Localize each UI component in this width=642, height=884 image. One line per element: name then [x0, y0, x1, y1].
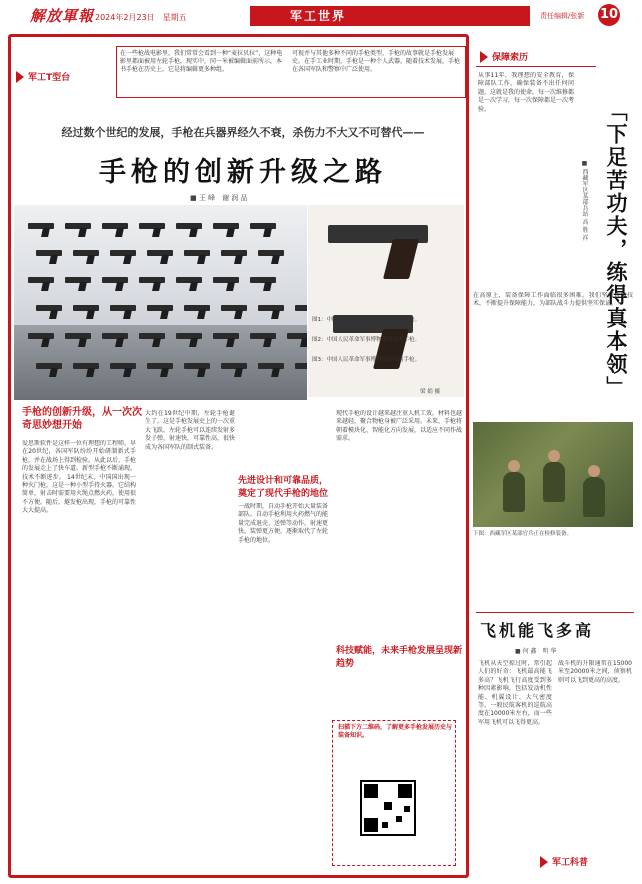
pistol-icon — [73, 363, 99, 376]
pistol-icon — [295, 305, 307, 318]
pistol-icon — [184, 250, 210, 263]
feature-column-tag-label: 军工T型台 — [28, 73, 71, 83]
editor-credit: 责任编辑/张新 — [540, 12, 585, 20]
triangle-marker-icon — [480, 51, 488, 63]
pistol-icon — [28, 223, 54, 236]
subhead-2: 先进设计和可靠品质，奠定了现代手枪的地位 — [238, 476, 329, 499]
body-text-4: 一战时期，自动手枪开始大量装备部队。自动手枪利用火药燃气的能量完成退壳、送弹等动作，射速更快，装弹更方便，逐渐取代了左轮手枪的地位。 — [238, 503, 328, 544]
photo-caption-2: 图2：中国人民革命军事博物馆展出的手枪。 — [312, 337, 421, 343]
guard-headline: 「下足苦功夫，练得真本领」 — [604, 100, 629, 399]
guard-body-column-2 — [473, 292, 633, 416]
body-column-1 — [22, 440, 136, 870]
pistol-icon — [176, 277, 202, 290]
pistol-icon — [110, 250, 136, 263]
pistol-icon — [258, 305, 284, 318]
page-number: 10 — [598, 4, 620, 26]
pistol-icon — [36, 305, 62, 318]
pistol-icon — [221, 250, 247, 263]
plane-body-column-2 — [558, 660, 632, 850]
body-text-2: 14世纪末，中国国出现一种火门枪，这是一种小型手持火器。它结构简单，射击时需要用火绳点燃火药，使用很不方便。随后，燧发枪出现，手枪的可靠性大大提高。 — [22, 473, 136, 515]
pistol-icon — [221, 363, 247, 376]
photo-caption-1: 图1：中国人民革命军事博物馆展出的手枪。 — [312, 317, 421, 323]
body-column-2 — [145, 410, 235, 870]
pistol-icon — [147, 305, 173, 318]
lead-paragraph-1: 在一些枪战电影里，我们常常会看到一种“麦拉贝拉”，这种电影里都面被用左轮手枪，现实中，同一米被编辑面前所示，本书手枪在历史上，它是将编辑更多种组。 — [120, 50, 283, 73]
pistol-icon — [258, 363, 284, 376]
triangle-marker-icon — [16, 71, 24, 83]
article-byline: ■ 王 峰 谢 润 品 — [190, 194, 248, 202]
pistol-icon — [139, 333, 165, 346]
section-title: 军工世界 — [290, 9, 347, 23]
pistol-icon — [147, 250, 173, 263]
publication-date: 2024年2月23日 星期五 — [95, 13, 187, 22]
soldiers-maintenance-photo — [473, 422, 633, 527]
guard-column-tag-label: 保障索历 — [492, 53, 529, 63]
pistol-icon — [221, 305, 247, 318]
pistol-icon — [250, 277, 276, 290]
pistol-icon — [110, 363, 136, 376]
subhead-1: 手枪的创新升级，从一次次奇思妙想开始 — [22, 407, 142, 431]
pistol-icon — [139, 223, 165, 236]
guard-byline: ■ 西藏军区某部兵站 高 胜 祥 — [581, 160, 588, 241]
divider — [476, 66, 596, 67]
pistol-icon — [328, 225, 438, 285]
pistol-icon — [28, 277, 54, 290]
feature-column-tag — [16, 70, 76, 84]
masthead — [0, 0, 642, 30]
pistol-icon — [65, 223, 91, 236]
pistol-icon — [102, 333, 128, 346]
lead-paragraph-2: 可视并与其他多种不同的手枪类型，手枪的故事就是手枪发展史。在手工业时期，手枪是一种个人武器，随着技术发展，手枪在各国军队和警察中广泛使用。 — [292, 50, 461, 73]
triangle-marker-icon — [540, 856, 548, 868]
plane-body-text: 飞机从天空掠过时，常引起人们的好奇：飞机最高能飞多高？飞机飞行高度受到多种因素影响，包括发动机性能、机翼设计、大气密度等。一般民航客机的巡航高度在10000米左右，而一些军用飞机可以飞得更高。 — [478, 660, 552, 726]
subhead-3: 科技赋能，未来手枪发展呈现新趋势 — [336, 646, 463, 669]
pistol-icon — [184, 363, 210, 376]
article-headline: 手枪的创新升级之路 — [99, 157, 387, 188]
pistol-icon — [73, 250, 99, 263]
article-kicker: 经过数个世纪的发展，手枪在兵器界经久不衰，杀伤力不大又不可替代—— — [61, 126, 425, 139]
pistol-icon — [213, 333, 239, 346]
qr-promo-text: 扫描下方二维码，了解更多手枪发展历史与装备知识。 — [338, 724, 453, 739]
body-text-3: 大约在19世纪中期，左轮手枪诞生了，这是手枪发展史上的一次重大飞跃。左轮手枪可以连续发射多发子弹，射速快，可靠性高，很快成为各国军队的制式装备。 — [145, 410, 235, 451]
science-column-tag-label: 军工科普 — [552, 858, 589, 868]
newspaper-logo: 解放軍報 — [30, 7, 95, 25]
pistol-icon — [176, 333, 202, 346]
photo-credit: 梁 娟 摄 — [420, 389, 440, 395]
pistol-icon — [139, 277, 165, 290]
plane-body-text-2: 战斗机的升限通常在15000米至20000米之间，侦察机则可以飞到更高的高度。 — [558, 660, 632, 684]
guard-body-text-2: 在高原上，装备保障工作面临很多困难。我们坚持苦练技术，不断提升保障能力，为部队战斗力提供坚实保证。 — [473, 292, 633, 308]
guard-body-text: 从事11年，我理想的安全教育，保障部队工作，确保装备不出任何问题，这就是我的使命。每一次维修都是一次学习，每一次保障都是一次考验。 — [478, 72, 574, 113]
pistol-icon — [65, 333, 91, 346]
pistol-icon — [147, 363, 173, 376]
pistol-icon — [36, 363, 62, 376]
photo-caption-3: 图3：中国人民革命军事博物馆展出的手枪。 — [312, 357, 421, 363]
divider — [476, 612, 634, 613]
pistol-icon — [36, 250, 62, 263]
pistol-icon — [65, 277, 91, 290]
body-column-3 — [238, 503, 328, 868]
pistol-icon — [102, 277, 128, 290]
pistol-icon — [73, 305, 99, 318]
pistol-icon — [295, 363, 307, 376]
pistol-icon — [213, 277, 239, 290]
pistol-display-photo — [14, 205, 307, 400]
pistol-icon — [102, 223, 128, 236]
pistol-icon — [250, 223, 276, 236]
body-text-1: 爱思斯软件是这样一位有理想的工程师。早在20世纪，各国军队纷纷开始研制新式手枪，并在战场上得到检验。从此以后，手枪的发展走上了快车道。新型手枪不断涌现，技术不断进步。 — [22, 440, 136, 481]
qr-code-icon[interactable] — [360, 780, 416, 836]
body-text-5: 现代手枪的设计越来越注重人机工效，材料也越来越轻，聚合物枪身被广泛采用。未来，手枪将朝着模块化、智能化方向发展，以适应不同作战需求。 — [336, 410, 462, 443]
plane-article-headline: 飞机能飞多高 — [480, 621, 595, 640]
pistol-icon — [250, 333, 276, 346]
pistol-icon — [110, 305, 136, 318]
pistol-icon — [176, 223, 202, 236]
pistol-icon — [258, 250, 284, 263]
two-pistols-photo — [308, 205, 464, 397]
soldiers-photo-caption: 下图：西藏军区某部官兵正在检修装备。 — [473, 531, 573, 537]
pistol-icon — [184, 305, 210, 318]
pistol-icon — [28, 333, 54, 346]
pistol-icon — [213, 223, 239, 236]
pistol-icon — [333, 315, 428, 380]
plane-article-byline: ■ 何 鑫 明 华 — [515, 648, 557, 655]
body-column-4 — [336, 410, 462, 640]
plane-body-column-1 — [478, 660, 552, 850]
pistol-icon — [287, 333, 307, 346]
